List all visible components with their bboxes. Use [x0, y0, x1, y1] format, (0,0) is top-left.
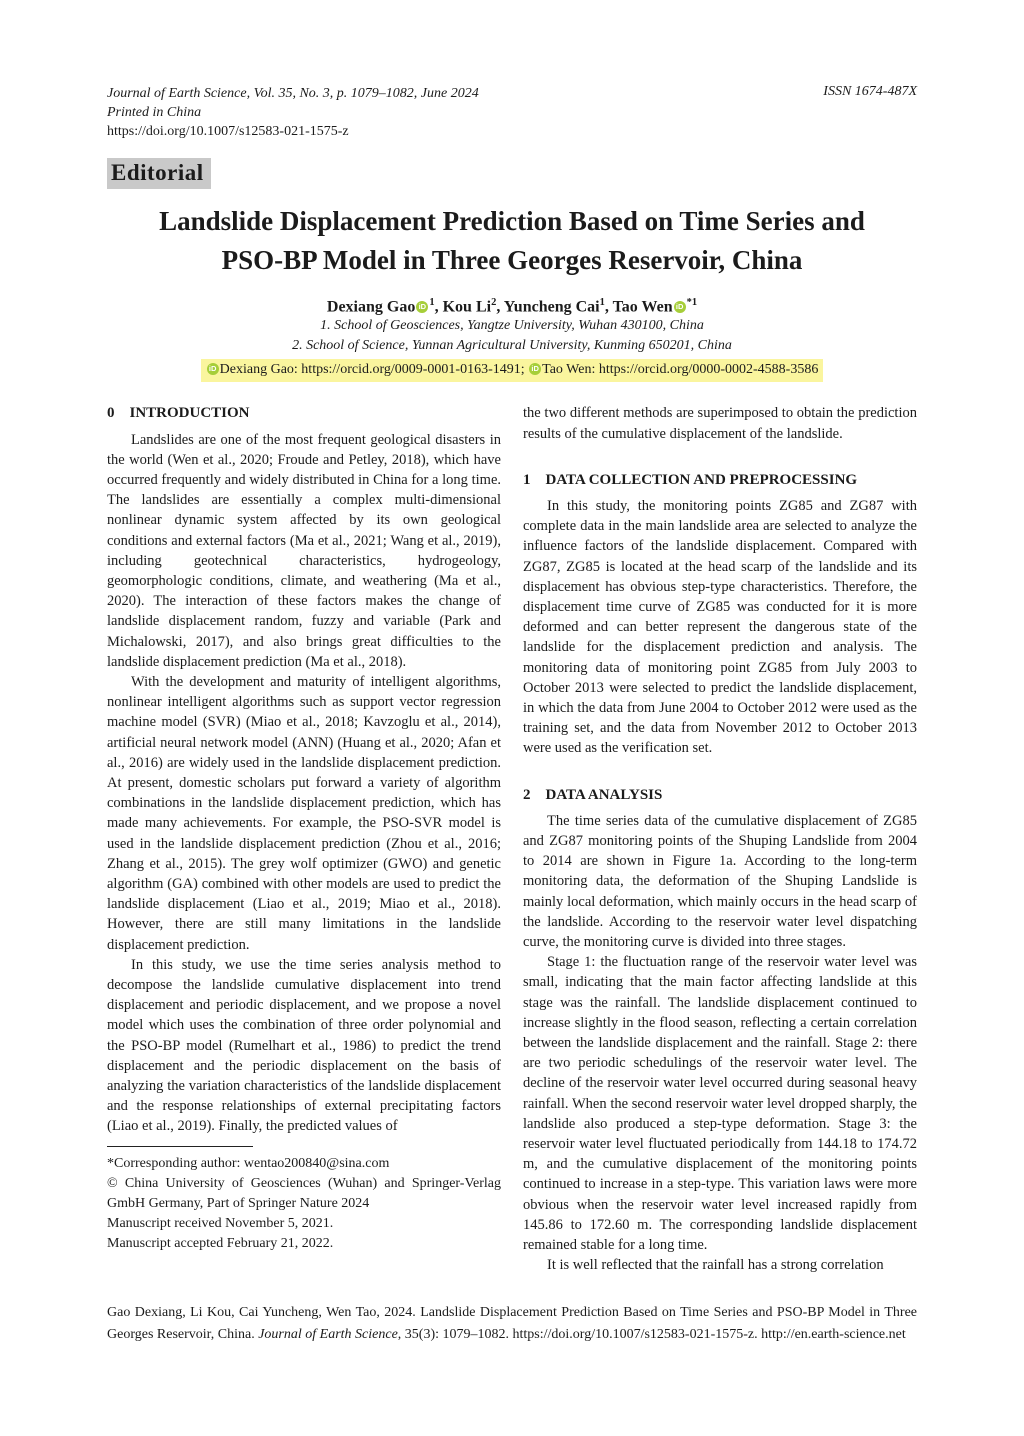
data-analysis-paragraph-3: It is well reflected that the rainfall has a strong correlation [547, 1257, 884, 1274]
article-title-line2: PSO-BP Model in Three Georges Reservoir, China [221, 245, 803, 275]
author-sup-cai: 1 [599, 297, 605, 308]
author-sup-gao: 1 [429, 297, 435, 308]
intro-continuation-paragraph: the two different methods are superimposed to obtain the prediction results of the cumulative displacement of the landslide. [523, 405, 917, 442]
article-title [107, 202, 917, 280]
section-number: 0 [107, 405, 115, 422]
two-column-body [107, 403, 917, 1275]
intro-paragraph-3: In this study, we use the time series analysis method to decompose the landslide cumulative displacement into trend displacement and periodic displacement, and we propose a novel model which uses the combination of three order polynomial and the PSO-BP model (Rumelhart et al., 1986) to predict the trend displacement and the periodic displacement on the basis of analyzing the variation characteristics of the landslide displacement and the response relationships of external precipitating factors (Liao et al., 2019). Finally, the predicted values of [107, 956, 501, 1135]
section-heading-data-collection [523, 470, 917, 490]
section-heading-data-analysis [523, 785, 917, 805]
affiliation-2: 2. School of Science, Yunnan Agricultural University, Kunming 650201, China [292, 338, 732, 354]
footnote-rule [107, 1146, 253, 1147]
affiliation-1: 1. School of Geosciences, Yangtze University, Wuhan 430100, China [320, 318, 704, 334]
header-left [107, 84, 479, 141]
manuscript-received: Manuscript received November 5, 2021. [107, 1215, 334, 1231]
author-name-wen: Tao Wen [612, 298, 673, 316]
journal-volume-line: Journal of Earth Science, Vol. 35, No. 3, p. 1079–1082, June 2024 [107, 86, 479, 101]
orcid-links-line [201, 359, 824, 382]
section-title: INTRODUCTION [129, 405, 250, 422]
data-collection-paragraph: In this study, the monitoring points ZG85 and ZG87 with complete data in the main landslide area are selected to analyze the influence factors of the landslide displacement. Compared with ZG87, ZG85 is located at the head scarp of the landslide and its displacement has obvious step-type characteristics. Therefore, the displacement time curve of ZG85 was conducted for it is more deformed and can better represent the dangerous state of the landslide for the displacement prediction and analysis. The monitoring data of monitoring point ZG85 from July 2003 to October 2013 were selected to predict the landslide displacement, in which the data from June 2004 to October 2012 were used as the training set, and the data from November 2012 to October 2013 were used as the verification set. [523, 497, 917, 757]
author-name-cai: Yuncheng Cai [503, 298, 600, 316]
orcid-link-gao[interactable]: Dexiang Gao: https://orcid.org/0009-0001-0163-1491; [219, 362, 529, 378]
right-column [523, 403, 917, 1275]
intro-paragraph-1: Landslides are one of the most frequent geological disasters in the world (Wen et al., 2020; Froude and Petley, 2018), which have occurred frequently and widely distributed in China for a long time. The landslides are essentially a complex multi-dimensional nonlinear dynamic system affected by its own geological conditions and external factors (Ma et al., 2021; Wang et al., 2019), including geotechnical characteristics, hydrogeology, geomorphologic conditions, climate, and weathering (Ma et al., 2020). The interaction of these factors makes the change of landslide displacement random, fuzzy and variable (Park and Michalowski, 2017), and also brings great difficulties to the landslide displacement prediction (Ma et al., 2018). [107, 431, 501, 670]
page-header [107, 84, 917, 141]
citation-authors-title: Gao Dexiang, Li Kou, Cai Yuncheng, Wen Tao, 2024. Landslide Displacement Prediction Based on Time Series and PSO-BP Model in Three Georges Reservoir, China. [107, 1305, 917, 1342]
intro-paragraph-2: With the development and maturity of intelligent algorithms, nonlinear intelligent algorithms such as support vector regression machine model (SVR) (Miao et al., 2018; Kavzoglu et al., 2014), artificial neural network model (ANN) (Huang et al., 2020; Afan et al., 2016) are widely used in the landslide displacement prediction. At present, domestic scholars put forward a variety of algorithm combinations in the landslide displacement prediction, which has made many achievements. For example, the PSO-SVR model is used in the landslide displacement prediction (Zhou et al., 2016; Zhang et al., 2015). The grey wolf optimizer (GWO) and genetic algorithm (GA) combined with other models are used to predict the landslide displacement (Liao et al., 2019; Miao et al., 2018). However, there are still many limitations in the landslide displacement prediction. [107, 673, 501, 953]
issn-label: ISSN 1674-487X [823, 84, 917, 99]
section-heading-introduction [107, 403, 501, 423]
author-name-gao: Dexiang Gao [326, 298, 416, 316]
author-sup-li: 2 [491, 297, 497, 308]
author-name-li: Kou Li [442, 298, 492, 316]
left-column [107, 403, 501, 1275]
manuscript-accepted: Manuscript accepted February 21, 2022. [107, 1235, 334, 1251]
author-sup-wen: *1 [686, 297, 698, 308]
section-number: 2 [523, 786, 531, 803]
printed-in-line: Printed in China [107, 105, 202, 120]
author-separator: , [604, 298, 613, 316]
orcid-icon[interactable]: iD [674, 301, 686, 313]
orcid-icon[interactable]: iD [416, 301, 428, 313]
orcid-icon[interactable]: iD [529, 363, 541, 375]
orcid-icon[interactable]: iD [207, 363, 219, 375]
corresponding-author-note[interactable]: *Corresponding author: wentao200840@sina.com [107, 1155, 390, 1171]
section-number: 1 [523, 471, 531, 488]
data-analysis-paragraph-2: Stage 1: the fluctuation range of the reservoir water level was small, indicating that the main factor affecting landslide at this stage was the rainfall. The landslide displacement continued to increase slightly in the flood season, reflecting a certain correlation between the landslide displacement and the rainfall. Stage 2: there are two periodic schedulings of the reservoir water level. The decline of the reservoir water level occurred during seasonal heavy rainfall. When the second reservoir water level dropped sharply, the landslide also produced a step-type deformation. Stage 3: the reservoir water level fluctuated periodically from 144.18 to 174.72 m, and the cumulative displacement of the monitoring points continued to increase in a step-type. This variation laws were more obvious when the reservoir water level increased rapidly from 145.86 to 172.60 m. The corresponding landslide displacement remained stable for a long time. [523, 954, 917, 1254]
doi-link[interactable]: https://doi.org/10.1007/s12583-021-1575-z [107, 124, 349, 139]
article-title-line1: Landslide Displacement Prediction Based on Time Series and [159, 206, 865, 236]
author-line [107, 297, 917, 316]
citation-journal-name: Journal of Earth Science [258, 1326, 398, 1342]
copyright-note: © China University of Geosciences (Wuhan) and Springer-Verlag GmbH Germany, Part of Springer Nature 2024 [107, 1175, 501, 1211]
section-title: DATA ANALYSIS [545, 786, 663, 803]
orcid-link-wen[interactable]: Tao Wen: https://orcid.org/0000-0002-4588-3586 [542, 362, 819, 378]
author-separator: , [496, 298, 504, 316]
citation-block [107, 1302, 917, 1345]
footnote-block [107, 1146, 501, 1254]
orcid-line-wrap [107, 359, 917, 382]
editorial-label: Editorial [107, 158, 211, 189]
citation-pages-links[interactable]: , 35(3): 1079–1082. https://doi.org/10.1007/s12583-021-1575-z. http://en.earth-science.net [397, 1326, 906, 1342]
author-separator: , [434, 298, 443, 316]
section-title: DATA COLLECTION AND PREPROCESSING [545, 471, 858, 488]
data-analysis-paragraph-1: The time series data of the cumulative displacement of ZG85 and ZG87 monitoring points of the Shuping Landslide from 2004 to 2014 are shown in Figure 1a. According to the long-term monitoring data, the deformation of the Shuping Landslide is mainly local deformation, which mainly occurs in the head scarp of the landslide. According to the reservoir water level dispatching curve, the monitoring curve is divided into three stages. [523, 812, 917, 950]
